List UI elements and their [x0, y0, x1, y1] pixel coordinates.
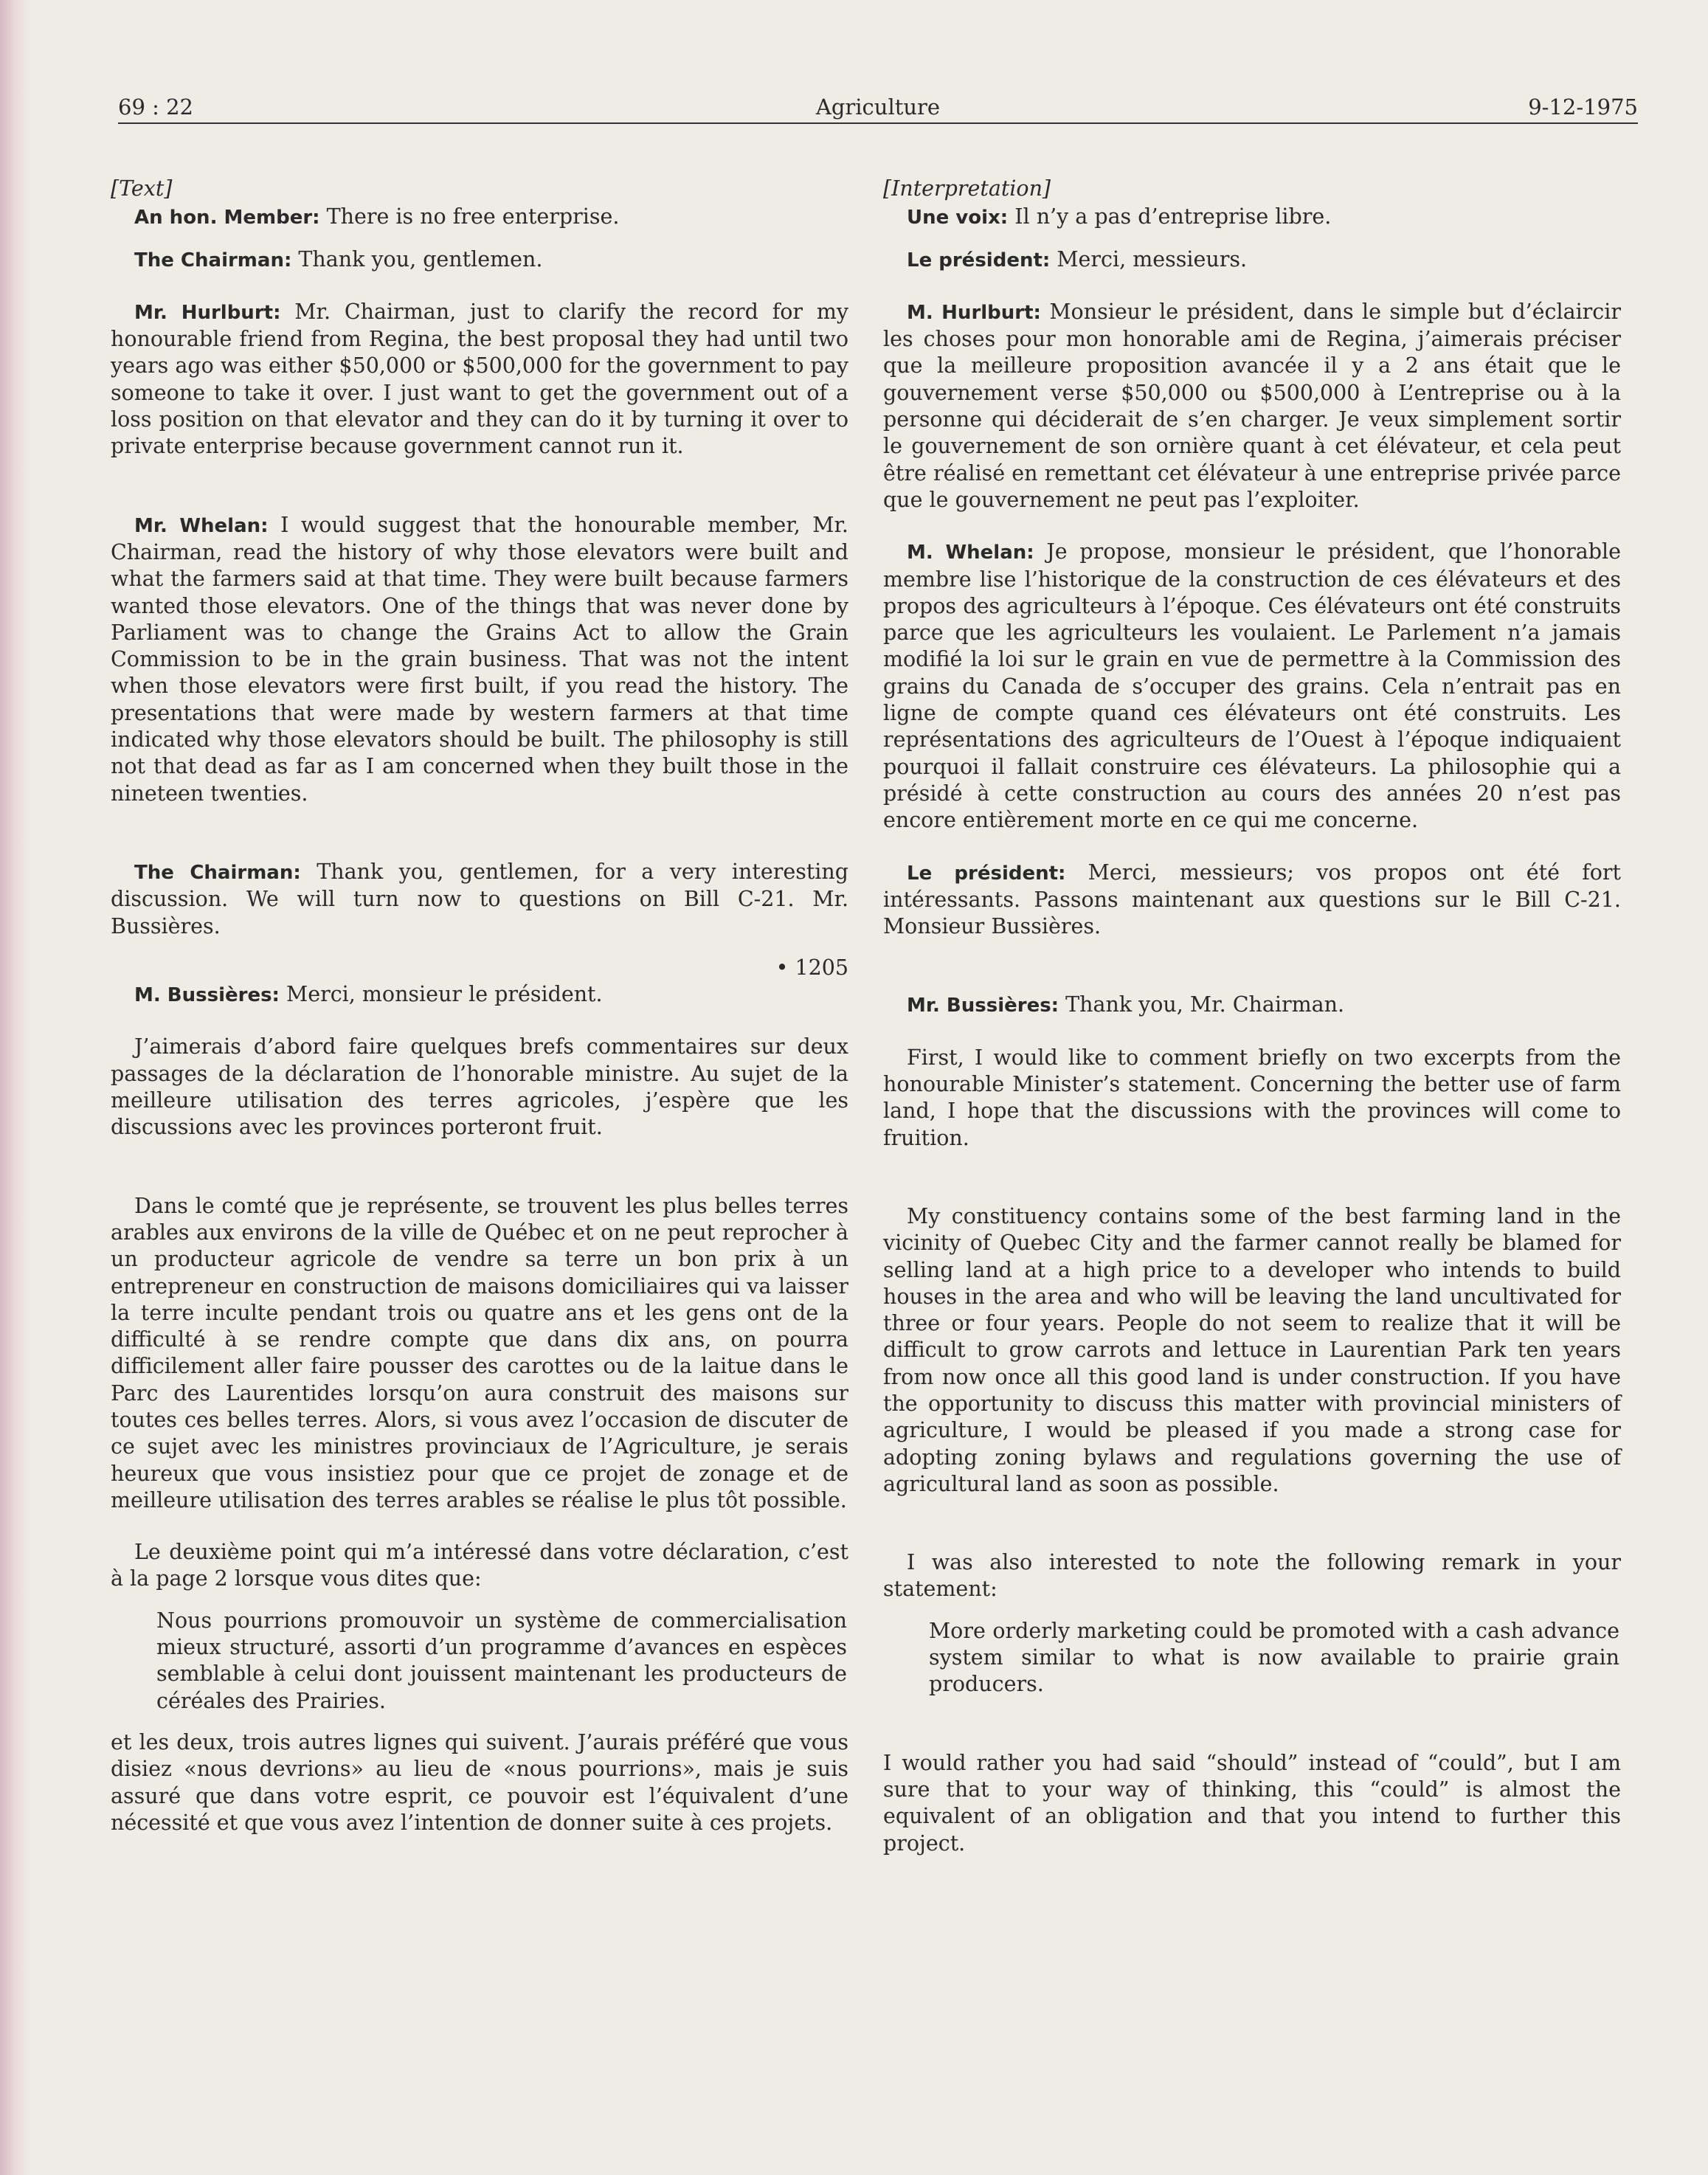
paragraph [883, 539, 1621, 834]
speech: Thank you, Mr. Chairman. [1059, 992, 1345, 1017]
paragraph [883, 204, 1621, 231]
page-number: 69 : 22 [118, 94, 194, 120]
paragraph: Le deuxième point qui m’a intéressé dans votre déclaration, c’est à la page 2 lorsque vous dites que: [111, 1540, 848, 1591]
speaker: Mr. Whelan: [134, 514, 269, 537]
speech: Je propose, monsieur le président, que l’honorable membre lise l’historique de la construction de ces élévateurs et des propos des agriculteurs à l’époque. Ces élévateurs ont été construits parce que les agriculteurs les voulaient. Le Parlement n’a jamais modifié la loi sur le grain en vue de permettre à la Commission des grains du Canada de s’occuper des grains. Cela n’entrait pas en ligne de compte quand ces élévateurs ont été construits. Les représentations des agriculteurs de l’Ouest à l’époque indiquaient pourquoi il fallait construire ces élévateurs. La philosophie qui a présidé à cette construction au cours des années 20 n’est pas encore entièrement morte en ce qui me concerne. [883, 539, 1621, 833]
paragraph [883, 299, 1621, 514]
speech: Merci, messieurs; vos propos ont été fort intéressants. Passons maintenant aux questions sur le Bill C-21. Monsieur Bussières. [883, 860, 1621, 939]
paragraph [111, 204, 848, 231]
left-column [111, 176, 848, 1836]
speaker: The Chairman: [134, 249, 292, 272]
speech: Thank you, gentlemen. [291, 246, 543, 272]
speaker: M. Whelan: [907, 542, 1034, 564]
paragraph [111, 981, 848, 1009]
paragraph [111, 299, 848, 460]
paragraph [111, 859, 848, 940]
paragraph: First, I would like to comment briefly on two excerpts from the honourable Minister’s statement. Concerning the better use of farm land, I hope that the discussions with the provinces will come to fruition. [883, 1045, 1621, 1150]
speaker: Mr. Hurlburt: [134, 301, 281, 324]
interpretation-label: [Interpretation] [883, 176, 1051, 201]
paragraph: My constituency contains some of the best farming land in the vicinity of Quebec City and the farmer cannot really be blamed for selling land at a high price to a developer who intends to build houses in the area and who will be leaving the land uncultivated for three or four years. People do not seem to realize that it will be difficult to grow carrots and lettuce in Laurentian Park ten years from now once all this good land is under construction. If you have the opportunity to discuss this matter with provincial ministers of agriculture, I would be pleased if you made a strong case for adopting zoning bylaws and regulations governing the use of agricultural land as soon as possible. [883, 1203, 1621, 1496]
speech: There is no free enterprise. [319, 204, 620, 229]
speech: Thank you, gentlemen, for a very interesting discussion. We will turn now to questions on Bill C-21. Mr. Bussières. [111, 859, 848, 938]
paragraph [883, 246, 1621, 274]
paragraph [111, 512, 848, 807]
page-title: Agriculture [815, 94, 941, 120]
paragraph [883, 860, 1621, 941]
paragraph [111, 246, 848, 274]
paragraph: I was also interested to note the following remark in your statement: [883, 1550, 1621, 1602]
speech: I would suggest that the honourable member, Mr. Chairman, read the history of why those elevators were built and what the farmers said at that time. They were built because farmers wanted those elevators. One of the things that was never done by Parliament was to change the Grains Act to allow the Grain Commission to be in the grain business. That was not the intent when those elevators were first built, if you read the history. The presentations that were made by western farmers at that time indicated why those elevators should be built. The philosophy is still not that dead as far as I am concerned when they built those in the nineteen twenties. [111, 512, 848, 806]
right-column [883, 176, 1621, 1857]
speech: Mr. Chairman, just to clarify the record for my honourable friend from Regina, the best proposal they had until two years ago was either $50,000 or $500,000 for the government to pay someone to take it over. I just want to get the government out of a loss position on that elevator and they can do it by turning it over to private enterprise because government cannot run it. [111, 299, 848, 459]
speech: Merci, messieurs. [1050, 246, 1248, 272]
page-margin-shade [0, 0, 30, 2175]
paragraph [883, 992, 1621, 1019]
speaker: The Chairman: [134, 861, 301, 884]
speaker: Mr. Bussières: [907, 995, 1059, 1017]
block-quote: Nous pourrions promouvoir un système de commercialisation mieux structuré, assorti d’un programme d’avances en espèces semblable à celui dont jouissent maintenant les producteurs de céréales des Prairies. [156, 1608, 847, 1713]
speech: Merci, monsieur le président. [279, 982, 603, 1007]
paragraph: I would rather you had said “should” instead of “could”, but I am sure that to your way of thinking, this “could” is almost the equivalent of an obligation and that you intend to further this project. [883, 1750, 1621, 1856]
paragraph: J’aimerais d’abord faire quelques brefs commentaires sur deux passages de la déclaration de l’honorable ministre. Au sujet de la meilleure utilisation des terres agricoles, j’espère que les discussions avec les provinces porteront fruit. [111, 1034, 848, 1140]
paragraph: Dans le comté que je représente, se trouvent les plus belles terres arables aux environs de la ville de Québec et on ne peut reprocher à un producteur agricole de vendre sa terre un bon prix à un entrepreneur en construction de maisons domiciliaires qui va laisser la terre inculte pendant trois ou quatre ans et les gens ont de la difficulté à se rendre compte que dans dix ans, on pourra difficilement aller faire pousser des carottes ou de la laitue dans le Parc des Laurentides lorsqu’on aura construit des maisons sur toutes ces belles terres. Alors, si vous avez l’occasion de discuter de ce sujet avec les ministres provinciaux de l’Agriculture, je serais heureux que vous insistiez pour que ce projet de zonage et de meilleure utilisation des terres arables se réalise le plus tôt possible. [111, 1193, 848, 1512]
time-marker: • 1205 [775, 955, 848, 980]
page-date: 9-12-1975 [1528, 94, 1638, 120]
speaker: Le président: [907, 862, 1066, 885]
speaker: An hon. Member: [134, 207, 320, 229]
text-label: [Text] [111, 176, 173, 201]
speech: Monsieur le président, dans le simple but d’éclaircir les choses pour mon honorable ami de Regina, j’aimerais préciser que la meilleure proposition avancée il y a 2 ans était que le gouvernement verse $50,000 ou $500,000 à L’entreprise ou à la personne qui déciderait de s’en charger. Je veux simplement sortir le gouvernement de son ornière quant à cet élévateur, et cela peut être réalisé en remettant cet élévateur à une entreprise privée parce que le gouvernement ne peut pas l’exploiter. [883, 299, 1622, 512]
page-header [118, 87, 1638, 124]
speaker: Une voix: [907, 207, 1009, 229]
speaker: M. Hurlburt: [907, 301, 1041, 324]
speaker: Le président: [907, 249, 1051, 272]
paragraph: et les deux, trois autres lignes qui suivent. J’aurais préféré que vous disiez «nous devrions» au lieu de «nous pourrions», mais je suis assuré que dans votre esprit, ce pouvoir est l’équivalent d’une nécessité et que vous avez l’intention de donner suite à ces projets. [111, 1729, 848, 1835]
block-quote: More orderly marketing could be promoted with a cash advance system similar to what is now available to prairie grain producers. [929, 1618, 1619, 1697]
speaker: M. Bussières: [134, 984, 280, 1007]
speech: Il n’y a pas d’entreprise libre. [1008, 204, 1332, 229]
